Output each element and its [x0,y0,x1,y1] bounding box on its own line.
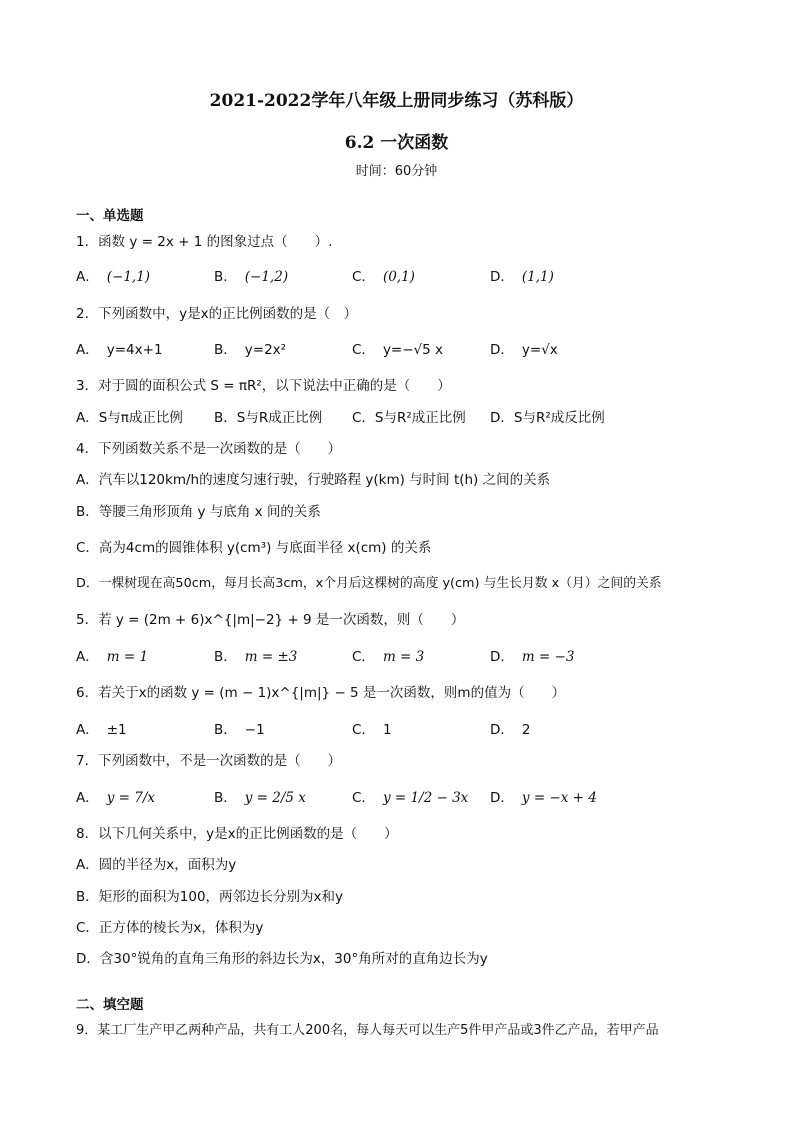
question-3-option-b[interactable]: B．S与R成正比例 [214,410,323,426]
question-5-stem: 5．若 y = (2m + 6)x^{|m|−2} + 9 是一次函数，则（ ） [76,612,465,628]
question-6-option-b[interactable]: B． −1 [214,722,265,738]
question-1-option-c[interactable]: C． (0,1) [352,269,415,285]
question-5-option-a[interactable]: A． m = 1 [76,649,149,665]
question-3-option-c[interactable]: C．S与R²成正比例 [352,410,466,426]
question-2-option-b[interactable]: B． y=2x² [214,342,287,358]
question-4-option-b[interactable]: B．等腰三角形顶角 y 与底角 x 间的关系 [76,504,321,520]
question-7-option-c[interactable]: C． y = 1/2 − 3x [352,790,469,806]
question-2-option-c[interactable]: C． y=−√5 x [352,342,444,358]
question-7-stem: 7．下列函数中，不是一次函数的是（ ） [76,753,342,769]
question-8-option-a[interactable]: A．圆的半径为x，面积为y [76,857,237,873]
question-1-option-a[interactable]: A． (−1,1) [76,269,151,285]
question-3-option-d[interactable]: D．S与R²成反比例 [490,410,605,426]
question-5-option-d[interactable]: D． m = −3 [490,649,575,665]
question-7-option-b[interactable]: B． y = 2/5 x [214,790,306,806]
question-8-stem: 8．以下几何关系中，y是x的正比例函数的是（ ） [76,826,398,842]
question-1-option-d[interactable]: D． (1,1) [490,269,554,285]
question-8-option-d[interactable]: D．含30°锐角的直角三角形的斜边长为x，30°角所对的直角边长为y [76,951,488,967]
question-6-option-c[interactable]: C． 1 [352,722,392,738]
section-heading-fill-in: 二、填空题 [76,997,144,1013]
question-5-option-b[interactable]: B． m = ±3 [214,649,298,665]
question-7-option-a[interactable]: A． y = 7/x [76,790,156,806]
question-3-stem: 3．对于圆的面积公式 S = πR²，以下说法中正确的是（ ） [76,378,451,394]
page-title: 2021-2022学年八年级上册同步练习（苏科版） [209,91,584,111]
question-3-option-a[interactable]: A．S与π成正比例 [76,410,183,426]
question-8-option-c[interactable]: C．正方体的棱长为x，体积为y [76,920,264,936]
question-5-option-c[interactable]: C． m = 3 [352,649,425,665]
question-1-option-b[interactable]: B． (−1,2) [214,269,289,285]
question-6-option-a[interactable]: A． ±1 [76,722,127,738]
question-8-option-b[interactable]: B．矩形的面积为100，两邻边长分别为x和y [76,889,344,905]
question-7-option-d[interactable]: D． y = −x + 4 [490,790,597,806]
question-1-stem: 1．函数 y = 2x + 1 的图象过点（ ）. [76,234,333,250]
question-6-option-d[interactable]: D． 2 [490,722,531,738]
question-2-option-d[interactable]: D． y=√x [490,342,558,358]
question-4-stem: 4．下列函数关系不是一次函数的是（ ） [76,441,342,457]
question-4-option-c[interactable]: C．高为4cm的圆锥体积 y(cm³) 与底面半径 x(cm) 的关系 [76,540,432,556]
question-9-stem: 9．某工厂生产甲乙两种产品，共有工人200名，每人每天可以生产5件甲产品或3件乙产品，若甲产品 [76,1023,659,1038]
page-subtitle: 6.2 一次函数 [344,133,449,153]
question-4-option-a[interactable]: A．汽车以120km/h的速度匀速行驶，行驶路程 y(km) 与时间 t(h) 之间的关系 [76,472,551,488]
question-6-stem: 6．若关于x的函数 y = (m − 1)x^{|m|} − 5 是一次函数，则m的值为（ ） [76,685,566,701]
section-heading-single-choice: 一、单选题 [76,208,144,224]
question-4-option-d[interactable]: D．一棵树现在高50cm，每月长高3cm，x个月后这棵树的高度 y(cm) 与生长月数 x（月）之间的关系 [76,576,662,591]
question-2-option-a[interactable]: A． y=4x+1 [76,342,163,358]
time-limit: 时间：60分钟 [355,164,438,179]
question-2-stem: 2．下列函数中，y是x的正比例函数的是（ ） [76,306,358,322]
